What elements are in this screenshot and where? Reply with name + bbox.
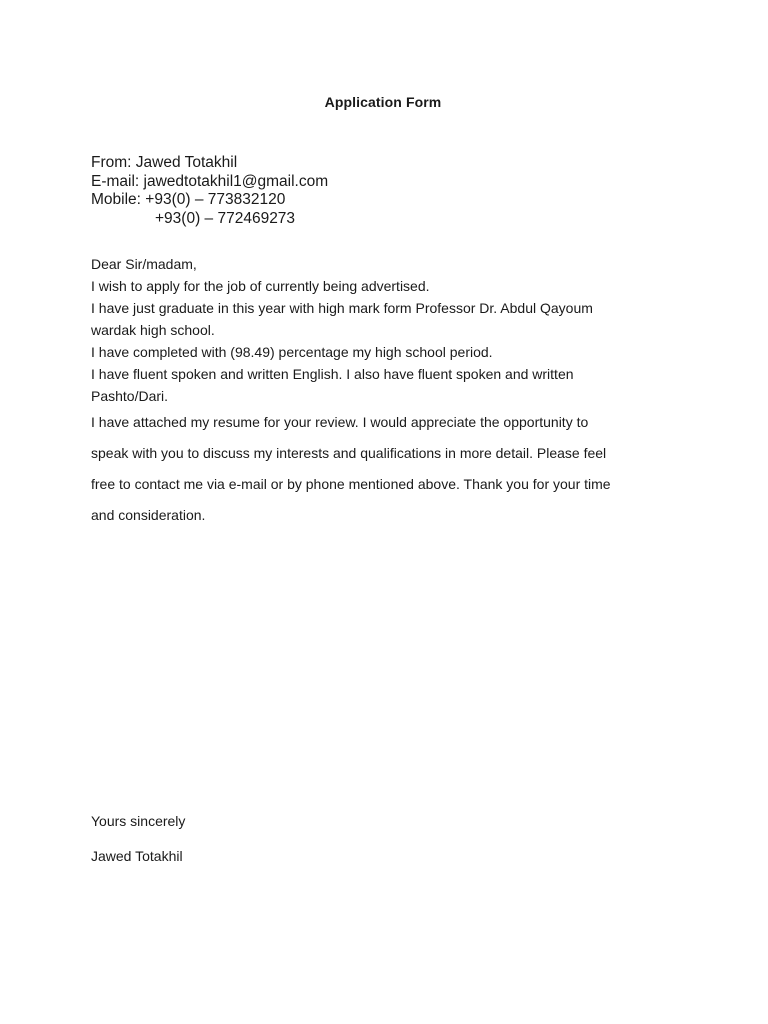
closing-paragraph-line: speak with you to discuss my interests and qualifications in more detail. Please feel [91,445,607,461]
body-line: I wish to apply for the job of currently being advertised. [91,278,430,294]
body-line: I have fluent spoken and written English. I also have fluent spoken and written [91,366,574,382]
body-line: I have just graduate in this year with high mark form Professor Dr. Abdul Qayoum [91,300,593,316]
closing-paragraph-line: free to contact me via e-mail or by phone mentioned above. Thank you for your time [91,476,611,492]
body-line: wardak high school. [91,322,215,338]
document-title: Application Form [324,94,442,110]
from-line: From: Jawed Totakhil [91,154,238,171]
closing-paragraph-line: and consideration. [91,507,206,523]
mobile-line: Mobile: +93(0) – 773832120 [91,191,286,208]
body-line: Pashto/Dari. [91,388,169,404]
closing-phrase: Yours sincerely [91,813,186,829]
body-line: I have completed with (98.49) percentage my high school period. [91,344,493,360]
salutation: Dear Sir/madam, [91,256,197,272]
signature-name: Jawed Totakhil [91,848,183,864]
letter-body [91,253,691,531]
closing-paragraph-line: I have attached my resume for your review. I would appreciate the opportunity to [91,414,589,430]
mobile-line-secondary: +93(0) – 772469273 [155,209,296,227]
contact-block [91,154,328,228]
email-line: E-mail: jawedtotakhil1@gmail.com [91,172,329,190]
